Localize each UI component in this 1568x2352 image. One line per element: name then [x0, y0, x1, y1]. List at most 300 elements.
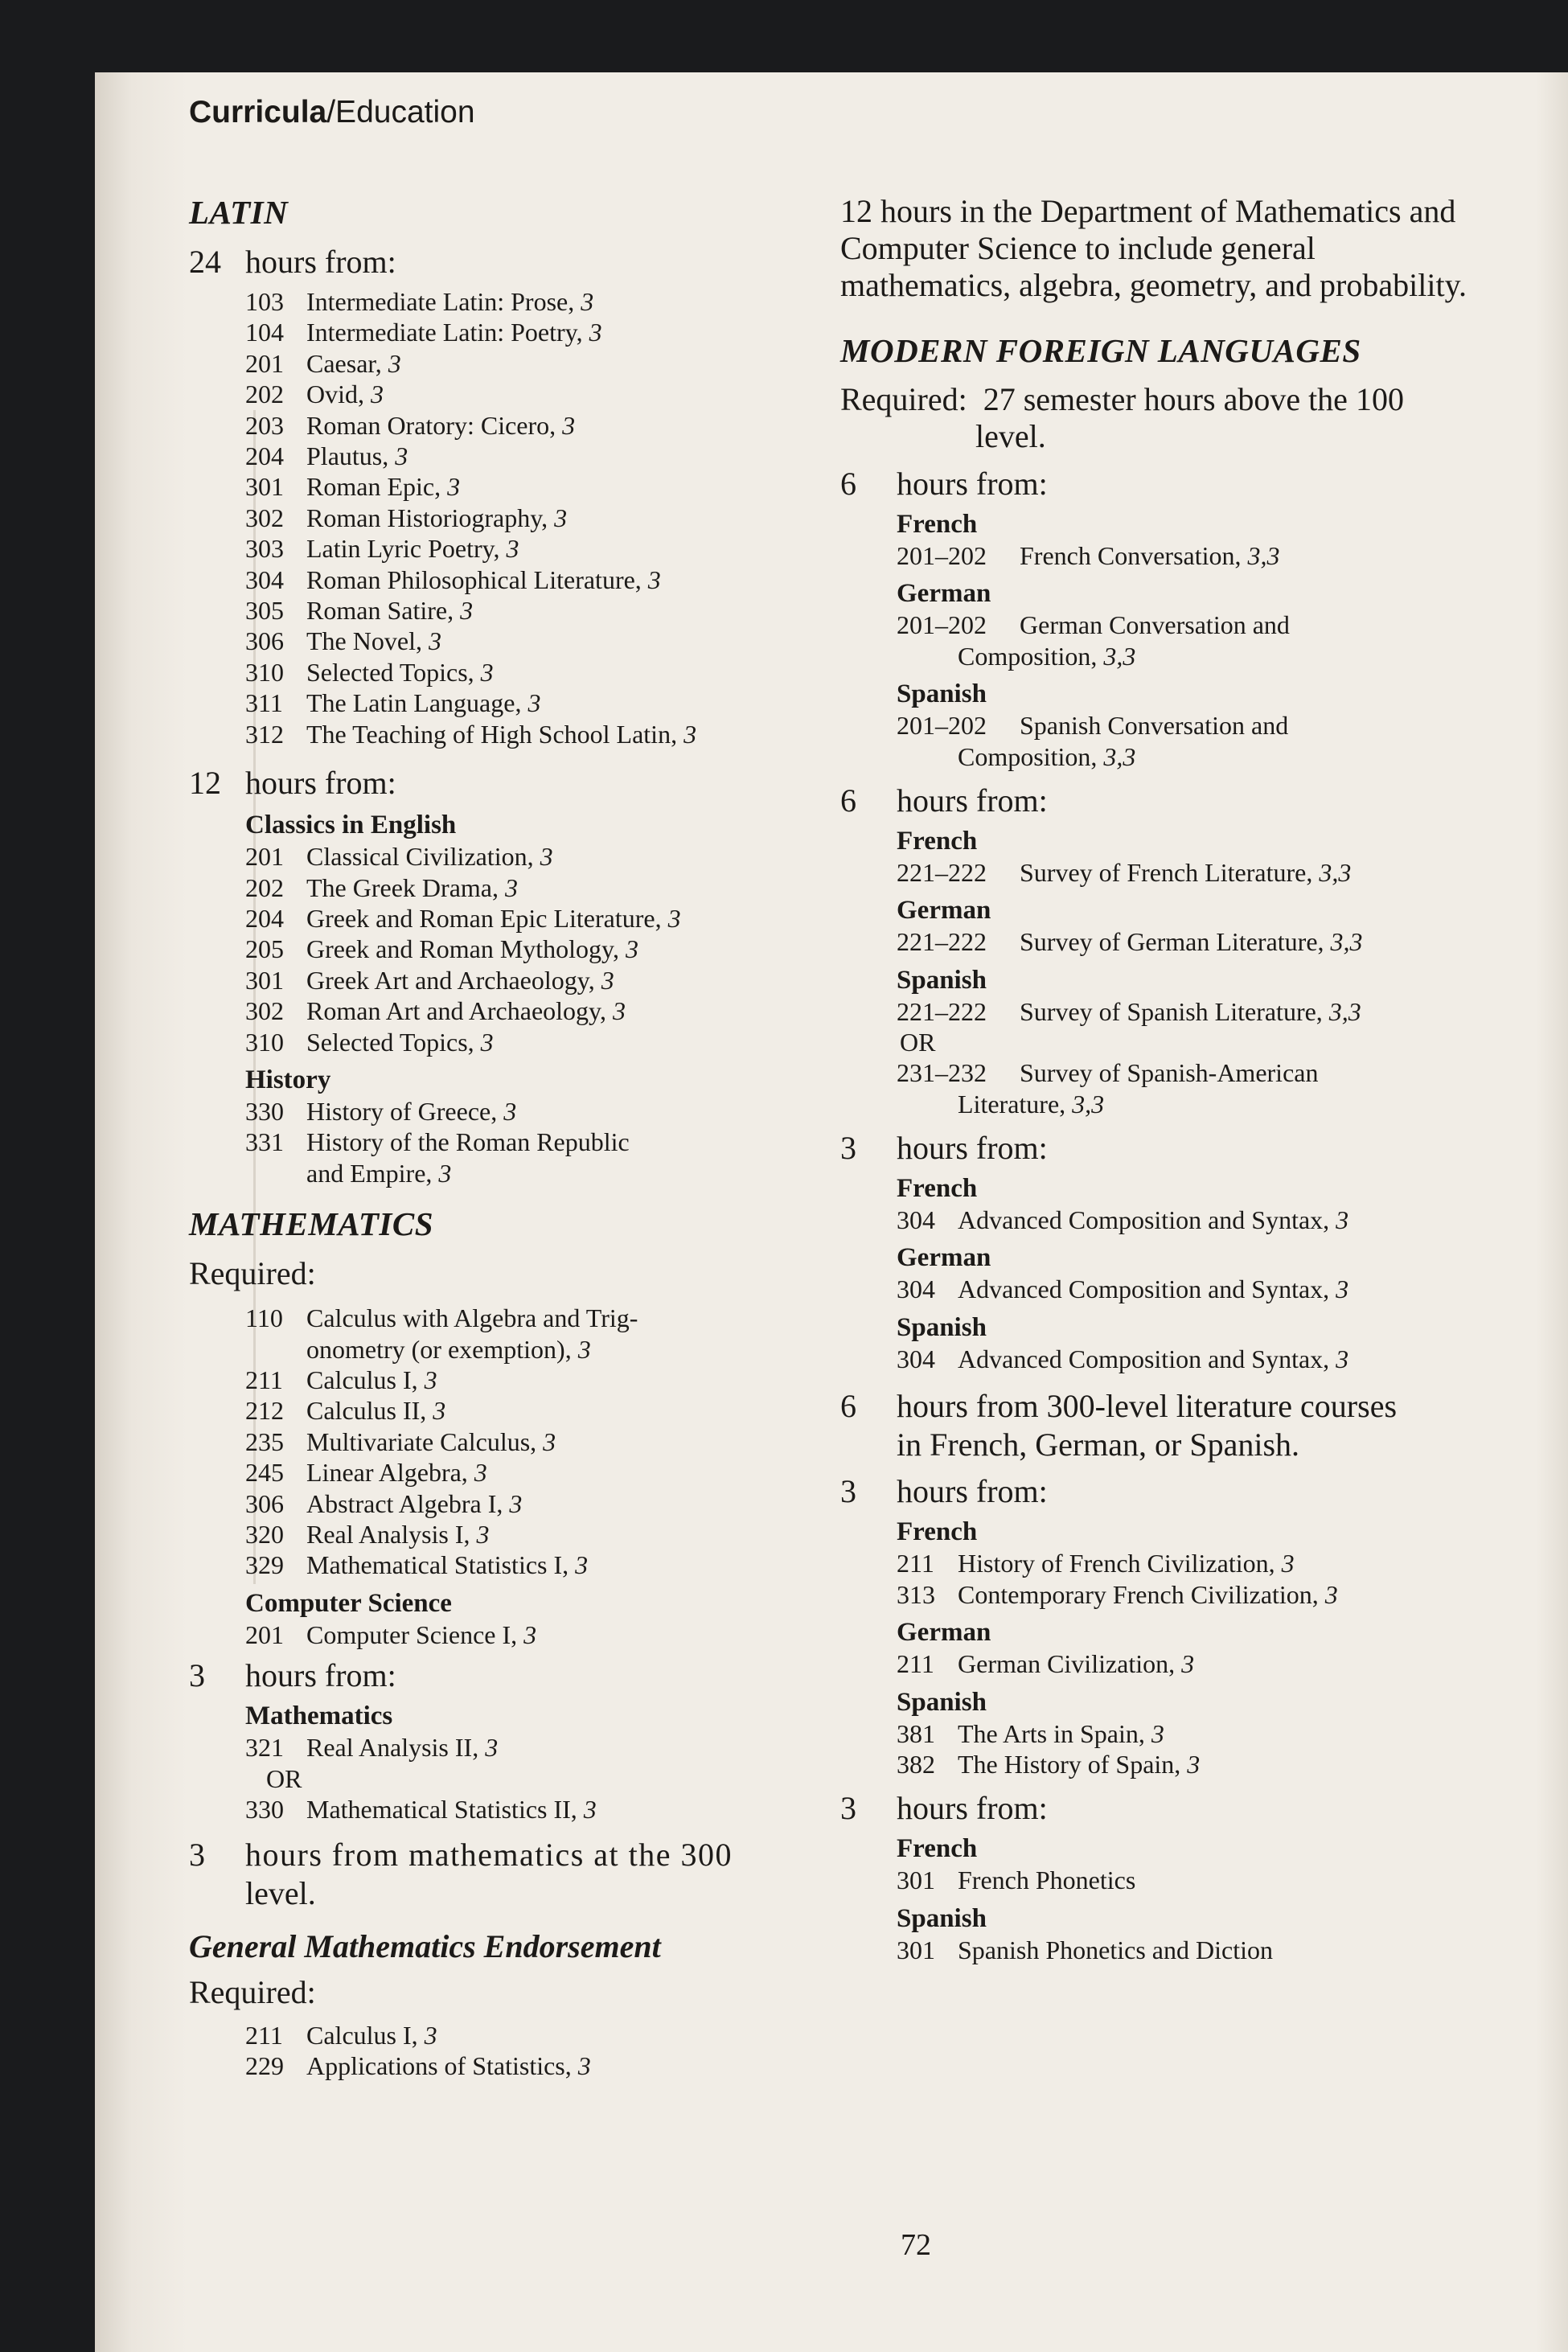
- subhead-mathematics: Mathematics: [245, 1701, 393, 1731]
- mfl-required: [840, 381, 1476, 455]
- course-credit: 3: [371, 380, 384, 409]
- course-code: 329: [245, 1550, 284, 1580]
- course-title: [958, 1548, 1476, 1578]
- hours-text: hours from:: [897, 466, 1048, 502]
- course-item: [245, 934, 913, 964]
- course-credit: 3: [1281, 1549, 1295, 1578]
- course-item: [245, 965, 913, 995]
- course-title: [306, 1395, 913, 1426]
- course-title-text: Advanced Composition and Syntax,: [958, 1205, 1330, 1235]
- course-item: [245, 2050, 913, 2081]
- course-item: [897, 1274, 1476, 1304]
- course-code: 245: [245, 1458, 284, 1488]
- course-credit: 3,3: [1103, 741, 1136, 771]
- course-credit: 3: [480, 1027, 494, 1057]
- subhead-history: History: [245, 1065, 331, 1094]
- course-title: [306, 1519, 913, 1550]
- course-title: [306, 1488, 913, 1519]
- course-item: [245, 626, 913, 656]
- subhead-french: French: [897, 1834, 978, 1864]
- course-code: 331: [245, 1127, 284, 1157]
- course-credit: 3: [554, 503, 568, 532]
- hours-text: hours from:: [897, 1130, 1048, 1167]
- hours-text: hours from:: [245, 765, 396, 802]
- page-right-shadow: [1536, 72, 1568, 2352]
- course-code: 103: [245, 287, 284, 316]
- course-title-text: Intermediate Latin: Prose,: [306, 287, 575, 316]
- course-credit: 3: [625, 934, 638, 964]
- course-credit: 3: [1336, 1344, 1349, 1373]
- subhead-computer-science: Computer Science: [245, 1588, 452, 1618]
- course-item: [245, 1619, 913, 1650]
- course-item: [897, 1579, 1476, 1610]
- course-item: [245, 503, 913, 533]
- course-code: 204: [245, 441, 284, 471]
- course-title: [306, 1550, 913, 1580]
- course-code: 201: [245, 1619, 284, 1649]
- course-title: [306, 1794, 913, 1825]
- course-item: [897, 1935, 1476, 1965]
- course-code: 304: [245, 564, 284, 594]
- hours-text-line: hours from mathematics at the 300: [245, 1837, 733, 1874]
- course-title: [306, 410, 913, 441]
- course-title: [306, 903, 913, 934]
- header-bold: Curricula: [189, 95, 327, 129]
- course-title-text: Selected Topics,: [306, 657, 474, 687]
- course-credit: 3: [562, 410, 576, 440]
- course-title-text: Selected Topics,: [306, 1027, 474, 1057]
- course-code: 382: [897, 1749, 935, 1779]
- composition-group: [897, 1172, 1476, 1374]
- course-item: [245, 688, 913, 718]
- course-credit: 3,3: [1103, 641, 1136, 671]
- course-title: [306, 317, 913, 347]
- course-code: 202: [245, 380, 284, 409]
- course-title: [958, 1718, 1476, 1749]
- course-code: 304: [897, 1205, 935, 1235]
- course-credit: 3: [485, 1733, 499, 1763]
- course-code: 311: [245, 688, 283, 718]
- course-item: [245, 1794, 913, 1825]
- course-code: 330: [245, 1096, 284, 1126]
- subhead-spanish: Spanish: [897, 1687, 987, 1717]
- course-item: [897, 1648, 1476, 1679]
- course-item: [245, 719, 913, 749]
- course-item: [897, 710, 1476, 741]
- course-code: 201–202: [897, 610, 987, 640]
- course-title-text: Applications of Statistics,: [306, 2051, 572, 2081]
- course-code: 205: [245, 934, 284, 964]
- course-title-text: Computer Science I,: [306, 1619, 518, 1649]
- course-title: [958, 1749, 1476, 1779]
- hours-text: hours from:: [245, 244, 396, 280]
- course-title: [306, 1457, 913, 1488]
- hours-text: hours from:: [897, 1473, 1048, 1510]
- course-title-line: German Conversation and: [1020, 610, 1290, 640]
- course-credit: 3: [438, 1158, 452, 1188]
- course-credit: 3,3: [1330, 927, 1363, 957]
- course-code: 312: [245, 719, 284, 749]
- course-credit: 3: [428, 626, 441, 656]
- hours-number: 3: [840, 1130, 856, 1167]
- course-title-text: The Latin Language,: [306, 688, 522, 718]
- course-code: 306: [245, 626, 284, 656]
- subhead-classics: Classics in English: [245, 811, 457, 840]
- course-title-text: Abstract Algebra I,: [306, 1488, 503, 1518]
- course-title: [306, 471, 913, 502]
- course-item-cont: [897, 741, 1476, 772]
- course-title: [306, 626, 913, 656]
- course-credit: 3: [601, 965, 614, 995]
- course-credit: 3: [575, 1550, 589, 1580]
- course-title: Spanish Phonetics and Diction: [958, 1935, 1273, 1964]
- course-code: 201–202: [897, 711, 987, 741]
- phonetics-group: [897, 1833, 1476, 1965]
- header-rest: /Education: [326, 95, 475, 129]
- course-code: 306: [245, 1488, 284, 1518]
- left-column: [189, 193, 913, 2082]
- course-title-text: Advanced Composition and Syntax,: [958, 1275, 1330, 1304]
- civilization-group: [897, 1516, 1476, 1779]
- course-code: 320: [245, 1520, 284, 1549]
- course-code: 203: [245, 410, 284, 440]
- course-code: 305: [245, 596, 284, 626]
- course-title: [958, 641, 1476, 671]
- hours-text: [245, 1836, 733, 1913]
- course-item: [245, 1488, 913, 1519]
- course-item: [245, 995, 913, 1026]
- subhead-german: German: [897, 1618, 991, 1648]
- latin-course-list: [245, 286, 913, 749]
- course-item: [245, 441, 913, 471]
- course-title-text: Roman Art and Archaeology,: [306, 996, 606, 1026]
- course-title: [306, 533, 913, 564]
- course-code: 202: [245, 872, 284, 902]
- course-title-text: Real Analysis I,: [306, 1520, 470, 1549]
- course-item: [245, 1457, 913, 1488]
- math-elective-group: [245, 1700, 913, 1825]
- course-item: [245, 410, 913, 441]
- course-title-text: Survey of Spanish Literature,: [1020, 996, 1323, 1026]
- course-title-text: Greek and Roman Epic Literature,: [306, 903, 662, 933]
- course-code: 303: [245, 534, 284, 564]
- course-item: [245, 286, 913, 317]
- course-credit: 3: [683, 719, 697, 749]
- course-code: 204: [245, 903, 284, 933]
- course-title: French Phonetics: [958, 1866, 1136, 1895]
- course-item: [897, 1344, 1476, 1374]
- course-title-text: Caesar,: [306, 348, 382, 378]
- subhead-french: French: [897, 1517, 978, 1547]
- hours-text: hours from:: [897, 782, 1048, 819]
- course-title-line: History of the Roman Republic: [306, 1127, 630, 1157]
- running-header: [189, 95, 475, 130]
- hours-number: 24: [189, 244, 221, 280]
- subhead-spanish: Spanish: [897, 965, 987, 995]
- course-title: [1020, 926, 1476, 957]
- hours-number: 3: [189, 1657, 205, 1694]
- course-credit: 3,3: [1247, 541, 1280, 570]
- mfl-hours-conversation: [840, 465, 1476, 503]
- subhead-german: German: [897, 1243, 991, 1273]
- course-credit: 3: [474, 1458, 487, 1488]
- course-title-text: Roman Satire,: [306, 596, 454, 626]
- course-code: 201: [245, 348, 284, 378]
- required-text-cont: level.: [975, 418, 1046, 454]
- course-item: [245, 379, 913, 409]
- course-item: [245, 1365, 913, 1395]
- course-title-text: Intermediate Latin: Poetry,: [306, 318, 583, 347]
- course-code: 221–222: [897, 996, 987, 1026]
- course-title-text: The Teaching of High School Latin,: [306, 719, 678, 749]
- course-title: [306, 379, 913, 409]
- course-item: [245, 903, 913, 934]
- course-item: [245, 1550, 913, 1580]
- course-code: 310: [245, 1027, 284, 1057]
- course-credit: 3: [1324, 1579, 1338, 1609]
- course-item-cont: [897, 641, 1476, 671]
- course-title: [306, 1732, 913, 1763]
- conversation-group: [897, 508, 1476, 772]
- course-title: [1020, 996, 1476, 1027]
- course-title: [958, 1648, 1476, 1679]
- course-title-text: History of French Civilization,: [958, 1549, 1275, 1578]
- course-item: [245, 564, 913, 595]
- course-title: [1020, 1057, 1476, 1088]
- course-title: [306, 1619, 913, 1650]
- subhead-french: French: [897, 1174, 978, 1204]
- course-credit: 3: [1181, 1649, 1195, 1679]
- course-title: [306, 1127, 913, 1188]
- course-item: [245, 1426, 913, 1457]
- course-title-text: Ovid,: [306, 380, 364, 409]
- course-title: [958, 1274, 1476, 1304]
- course-title: [306, 1365, 913, 1395]
- course-title: [958, 1205, 1476, 1235]
- course-code: 229: [245, 2051, 284, 2081]
- course-title: [306, 688, 913, 718]
- course-title-text: Advanced Composition and Syntax,: [958, 1344, 1330, 1373]
- course-title-text: Survey of French Literature,: [1020, 858, 1313, 888]
- mfl-hours-survey: [840, 782, 1476, 820]
- course-credit: 3: [612, 996, 626, 1026]
- latin-hours-12: [189, 764, 913, 802]
- course-title-text: Multivariate Calculus,: [306, 1426, 537, 1456]
- course-code: 313: [897, 1579, 935, 1609]
- course-code: 381: [897, 1718, 935, 1748]
- course-credit: 3: [1151, 1718, 1164, 1748]
- course-title-text: Linear Algebra,: [306, 1458, 468, 1488]
- course-item: [245, 1732, 913, 1763]
- course-item: [245, 471, 913, 502]
- course-credit: 3,3: [1328, 996, 1361, 1026]
- course-item: [245, 2020, 913, 2050]
- course-code: 321: [245, 1733, 284, 1763]
- course-title-text: German Civilization,: [958, 1649, 1176, 1679]
- subhead-french: French: [897, 510, 978, 539]
- page-number: 72: [901, 2228, 931, 2262]
- course-credit: 3: [1336, 1205, 1349, 1235]
- math-required: Required:: [189, 1255, 316, 1292]
- course-credit: 3: [527, 688, 541, 718]
- course-title: [306, 441, 913, 471]
- course-item: [245, 1027, 913, 1057]
- course-credit: 3: [647, 564, 661, 594]
- course-title: [306, 995, 913, 1026]
- course-item: [897, 926, 1476, 957]
- course-title-line: Spanish Conversation and: [1020, 711, 1289, 741]
- course-title: [1020, 857, 1476, 888]
- or-separator: OR: [266, 1763, 302, 1793]
- course-credit: 3: [476, 1520, 490, 1549]
- course-credit: 3: [504, 872, 518, 902]
- required-label: Required:: [840, 381, 967, 417]
- course-credit: 3: [424, 2021, 437, 2050]
- course-credit: 3: [447, 472, 461, 502]
- course-credit: 3: [577, 1334, 591, 1364]
- course-title-line: Survey of Spanish-American: [1020, 1058, 1319, 1088]
- course-title-text: Calculus I,: [306, 2021, 418, 2050]
- course-title: [306, 2020, 913, 2050]
- course-title-text: The Arts in Spain,: [958, 1718, 1145, 1748]
- course-item: [897, 1205, 1476, 1235]
- course-title-text: Roman Philosophical Literature,: [306, 564, 642, 594]
- course-code: 330: [245, 1794, 284, 1824]
- course-item: [245, 1519, 913, 1550]
- course-credit: 3: [460, 596, 474, 626]
- course-title-text: Classical Civilization,: [306, 842, 534, 872]
- hours-number: 6: [840, 466, 856, 502]
- math-title: MATHEMATICS: [189, 1205, 434, 1243]
- course-title: [958, 741, 1476, 772]
- course-title: [1020, 540, 1476, 571]
- course-credit: 3: [395, 441, 408, 471]
- general-math-title: General Mathematics Endorsement: [189, 1928, 661, 1965]
- course-credit: 3: [388, 348, 401, 378]
- hours-number: 3: [840, 1473, 856, 1510]
- mfl-hours-composition: [840, 1129, 1476, 1168]
- course-item: [897, 1749, 1476, 1779]
- course-code: 310: [245, 657, 284, 687]
- course-code: 301: [245, 472, 284, 502]
- course-code: 231–232: [897, 1058, 987, 1088]
- course-code: 211: [897, 1549, 934, 1578]
- general-math-courses: [245, 2020, 913, 2082]
- subhead-spanish: Spanish: [897, 1903, 987, 1933]
- course-title-line: and Empire,: [306, 1158, 433, 1188]
- hours-text-line: level.: [245, 1875, 316, 1912]
- course-credit: 3,3: [1319, 858, 1352, 888]
- course-title-text: French Conversation,: [1020, 541, 1242, 570]
- math-course-list: [245, 1303, 913, 1650]
- course-code: 201–202: [897, 541, 987, 570]
- course-code: 235: [245, 1426, 284, 1456]
- course-title: [306, 872, 913, 903]
- course-code: 304: [897, 1275, 935, 1304]
- course-title-text: Roman Epic,: [306, 472, 441, 502]
- course-credit: 3: [1187, 1749, 1201, 1779]
- mfl-hours-phonetics: [840, 1789, 1476, 1828]
- course-title-text: The Novel,: [306, 626, 422, 656]
- course-item: [897, 610, 1476, 640]
- course-title-text: Mathematical Statistics I,: [306, 1550, 569, 1580]
- course-code: 110: [245, 1303, 283, 1333]
- course-item: [897, 1057, 1476, 1088]
- course-credit: 3: [577, 2051, 591, 2081]
- classics-group: [245, 809, 913, 1188]
- course-credit: 3,3: [1072, 1089, 1105, 1119]
- required-text: 27 semester hours above the 100: [983, 381, 1404, 417]
- course-credit: 3: [480, 657, 494, 687]
- subhead-german: German: [897, 579, 991, 609]
- course-title: [306, 503, 913, 533]
- course-code: 301: [897, 1935, 935, 1964]
- course-title-line: onometry (or exemption),: [306, 1334, 572, 1364]
- course-code: 302: [245, 503, 284, 532]
- course-title-text: Survey of German Literature,: [1020, 927, 1324, 957]
- course-title: [1020, 610, 1476, 640]
- course-item: [245, 348, 913, 379]
- course-title: [306, 348, 913, 379]
- course-credit: 3: [543, 1426, 556, 1456]
- course-item: [897, 1548, 1476, 1578]
- course-title-line: Composition,: [958, 641, 1098, 671]
- course-title: [306, 719, 913, 749]
- course-code: 211: [245, 1365, 283, 1394]
- course-title-text: Calculus I,: [306, 1365, 418, 1394]
- course-title-text: History of Greece,: [306, 1096, 498, 1126]
- math-cs-paragraph: 12 hours in the Department of Mathematics and Computer Science to include general mathematics, algebra, geometry, and probability.: [840, 193, 1467, 303]
- course-code: 221–222: [897, 858, 987, 888]
- course-title: [306, 1303, 913, 1365]
- course-title-line: Calculus with Algebra and Trig-: [306, 1303, 638, 1333]
- course-title-text: Greek and Roman Mythology,: [306, 934, 619, 964]
- subhead-spanish: Spanish: [897, 1312, 987, 1342]
- subhead-spanish: Spanish: [897, 679, 987, 709]
- course-credit: 3: [540, 842, 553, 872]
- course-item: [245, 1303, 913, 1365]
- course-code: 211: [245, 2021, 283, 2050]
- course-item-cont: [897, 1089, 1476, 1119]
- right-column: [840, 193, 1476, 1965]
- mfl-title: MODERN FOREIGN LANGUAGES: [840, 332, 1361, 369]
- course-title: [306, 1027, 913, 1057]
- course-title-text: Plautus,: [306, 441, 389, 471]
- math-hours-3: [189, 1656, 913, 1695]
- course-item: [245, 657, 913, 688]
- course-code: 301: [245, 965, 284, 995]
- hours-text-line: in French, German, or Spanish.: [897, 1426, 1300, 1463]
- latin-hours-24: [189, 243, 913, 281]
- course-credit: 3: [433, 1396, 446, 1426]
- course-title-text: Roman Historiography,: [306, 503, 548, 532]
- course-title-text: Latin Lyric Poetry,: [306, 534, 500, 564]
- hours-text-line: hours from 300-level literature courses: [897, 1388, 1398, 1425]
- course-title: [306, 564, 913, 595]
- course-title: [306, 841, 913, 872]
- general-math-required: Required:: [189, 1974, 316, 2011]
- course-item: [245, 1395, 913, 1426]
- hours-number: 12: [189, 765, 221, 802]
- course-title: [306, 595, 913, 626]
- course-item: [245, 533, 913, 564]
- hours-text: [897, 1387, 1397, 1464]
- course-code: 104: [245, 318, 284, 347]
- course-title-line: Literature,: [958, 1089, 1066, 1119]
- survey-group: [897, 825, 1476, 1119]
- course-code: 201: [245, 842, 284, 872]
- math-hours-300: [189, 1836, 913, 1913]
